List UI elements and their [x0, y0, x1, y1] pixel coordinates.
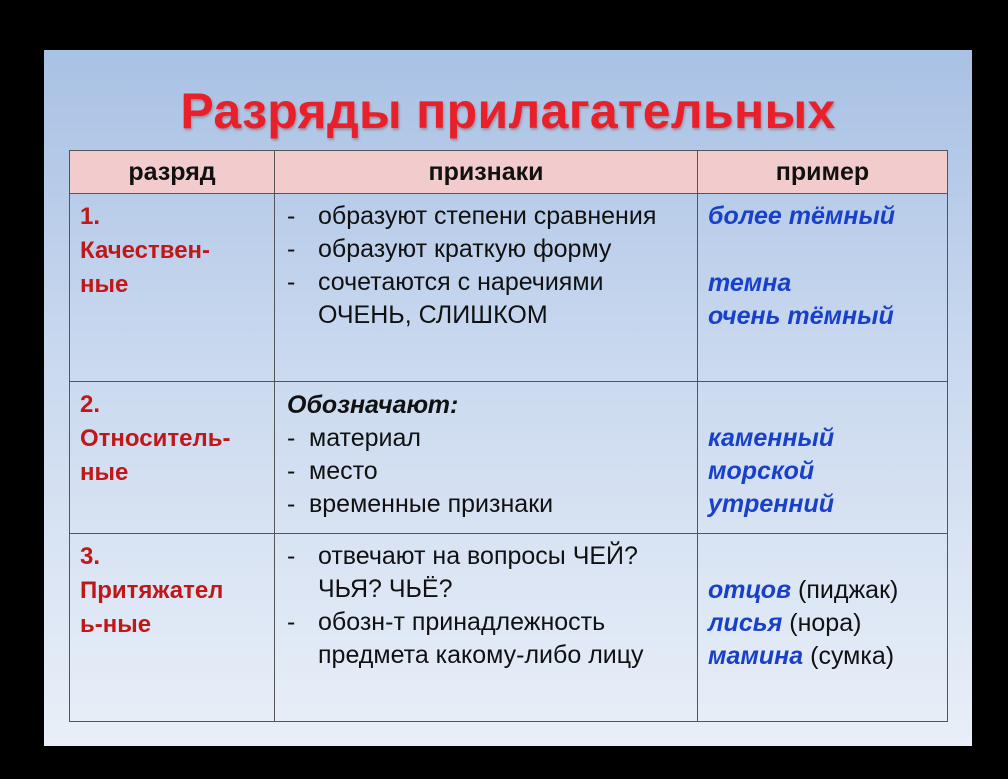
slide	[44, 50, 972, 746]
feature-item: - отвечают на вопросы ЧЕЙ? ЧЬЯ? ЧЬЁ?	[285, 540, 687, 606]
feature-item: - материал	[285, 422, 687, 455]
examples-cell	[698, 194, 948, 382]
example-item	[708, 607, 937, 640]
category-name-line: ь-ные	[80, 611, 152, 638]
header-features: признаки	[275, 151, 698, 194]
header-category: разряд	[70, 151, 275, 194]
example-item	[708, 574, 937, 607]
example-item	[708, 422, 937, 455]
category-name-line: ные	[80, 271, 129, 298]
example-item	[708, 488, 937, 521]
slide-title: Разряды прилагательных	[180, 83, 836, 139]
features-cell	[275, 534, 698, 722]
category-name-line: ные	[80, 459, 129, 486]
features-list	[285, 540, 687, 672]
example-note: (сумка)	[810, 642, 895, 670]
example-word: мамина	[708, 642, 804, 670]
example-word: морской	[708, 457, 815, 485]
examples-cell	[698, 382, 948, 534]
table-row	[70, 382, 948, 534]
example-word: очень тёмный	[708, 302, 894, 330]
feature-item: - временные признаки	[285, 488, 687, 521]
example-word: лисья	[708, 609, 783, 637]
adjective-categories-table	[69, 150, 948, 722]
feature-item: - обозн-т принадлежность предмета какому-либо лицу	[285, 606, 687, 672]
example-word: утренний	[708, 490, 835, 518]
features-cell	[275, 194, 698, 382]
examples-cell	[698, 534, 948, 722]
example-item	[708, 455, 937, 488]
table-row	[70, 194, 948, 382]
example-word: каменный	[708, 424, 835, 452]
feature-item: - образуют краткую форму	[285, 233, 687, 266]
header-example: пример	[698, 151, 948, 194]
example-word: темна	[708, 269, 792, 297]
example-item	[708, 640, 937, 673]
table-header-row	[70, 151, 948, 194]
example-item	[708, 200, 937, 233]
feature-item: - сочетаются с наречиями ОЧЕНЬ, СЛИШКОМ	[285, 266, 687, 332]
feature-item: - образуют степени сравнения	[285, 200, 687, 233]
example-item	[708, 300, 937, 333]
example-word: отцов	[708, 576, 792, 604]
category-number: 3.	[80, 543, 101, 570]
category-number: 1.	[80, 203, 101, 230]
category-cell	[70, 534, 275, 722]
example-note: (нора)	[789, 609, 862, 637]
features-lead: Обозначают:	[287, 391, 459, 419]
features-list	[285, 422, 687, 521]
example-note: (пиджак)	[798, 576, 899, 604]
table-row	[70, 534, 948, 722]
example-item	[708, 267, 937, 300]
category-name-line: Относитель-	[80, 425, 231, 452]
example-word: более тёмный	[708, 202, 896, 230]
category-number: 2.	[80, 391, 101, 418]
features-cell	[275, 382, 698, 534]
category-cell	[70, 194, 275, 382]
features-list	[285, 200, 687, 332]
category-cell	[70, 382, 275, 534]
category-name-line: Притяжател	[80, 577, 224, 604]
feature-item: - место	[285, 455, 687, 488]
category-name-line: Качествен-	[80, 237, 211, 264]
